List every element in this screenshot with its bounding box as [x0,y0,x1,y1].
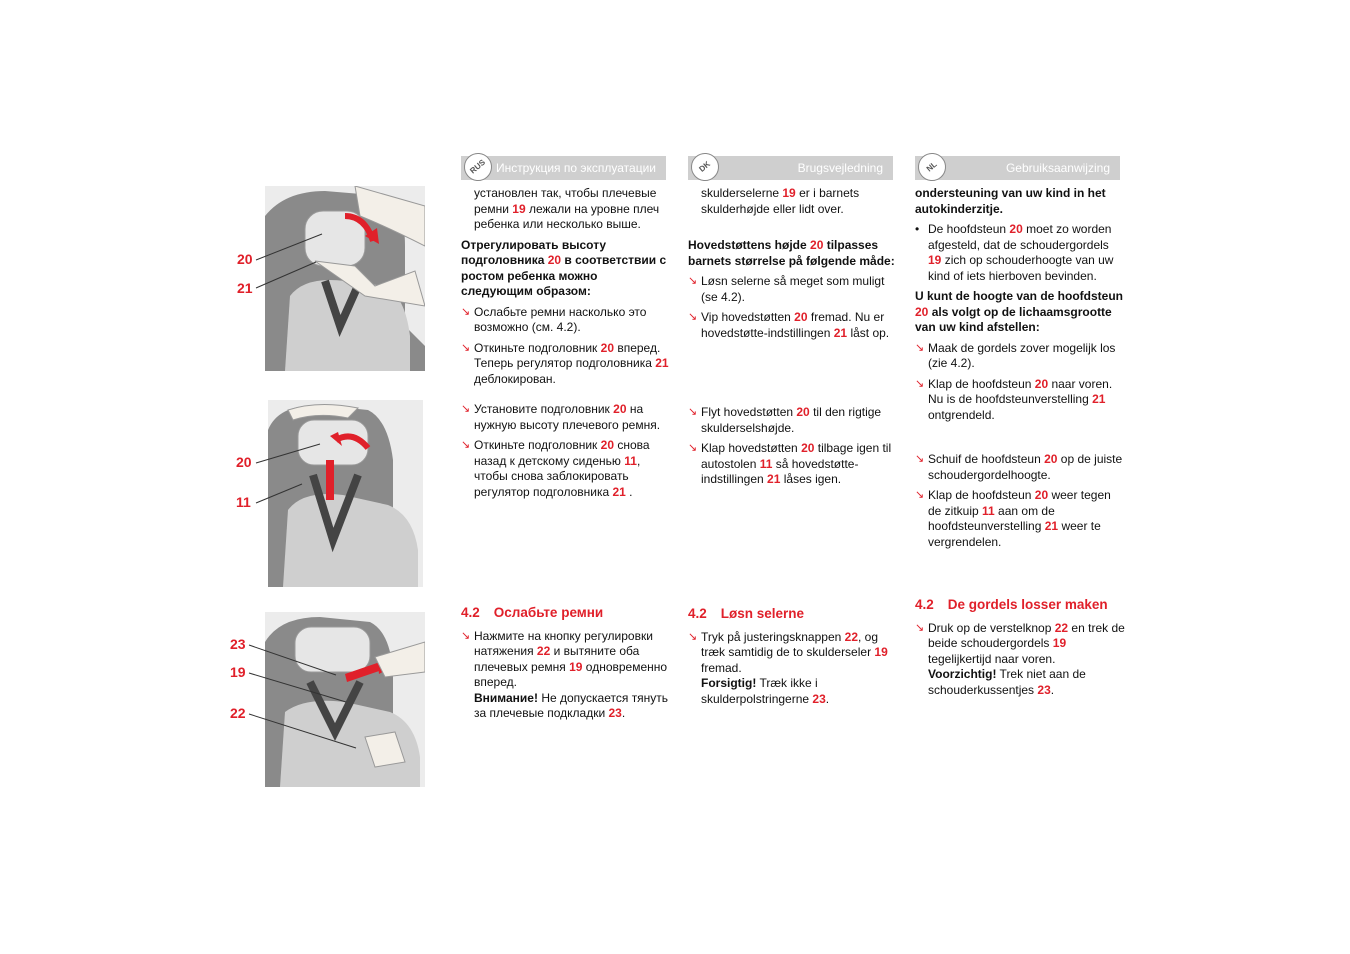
step-arrow-icon: ↘ [915,377,925,390]
step-1: ↘ Maak de gordels zover mogelijk los (zie 4.2). [915,340,1116,370]
figure-label: 20 [236,454,252,470]
step-arrow-icon: ↘ [915,489,925,501]
intro-text: установлен так, чтобы плечевые ремни 19 лежали на уровне плеч ребенка или несколько выше. [474,186,660,231]
step-2: ↘ Klap de hoofdsteun 20 naar voren. Nu is de hoofdsteunverstelling 21 ontgrendeld. [915,376,1113,422]
step-arrow-icon: ↘ [461,403,471,415]
language-badge: DK [685,147,724,186]
step-arrow-icon: ↘ [461,439,471,451]
leader-lines [246,640,366,760]
step-arrow-icon: ↘ [461,305,471,318]
column-rus-part3 [461,605,671,727]
step-arrow-icon: ↘ [915,453,925,465]
step-arrow-icon: ↘ [461,629,471,642]
step-arrow-icon: ↘ [461,341,471,354]
header-title: Brugsvejledning [797,161,883,175]
step-2: ↘ Vip hovedstøtten 20 fremad. Nu er hovedstøtte-indstillingen 21 låst op. [688,310,890,340]
step-4: ↘ Klap de hoofdsteun 20 weer tegen de zitkuip 11 aan om de hoofdsteunverstelling 21 weer te vergrendelen. [915,488,1111,549]
section-heading: 4.2 Løsn selerne [688,606,805,621]
step-4: ↘ Klap hovedstøtten 20 tilbage igen til autostolen 11 så hovedstøtte-indstillingen 21 låses igen. [688,441,892,486]
adjust-heading: Отрегулировать высоту подголовника 20 в соответствии с ростом ребенка можно следующим образом: [461,237,667,298]
step-5: ↘ Druk op de verstelknop 22 en trek de beide schoudergordels 19 tegelijkertijd naar voren. Voorzichtig! Trek niet aan de schouderkussentjes 23. [915,620,1125,697]
header-title: Инструкция по эксплуатации [495,161,656,175]
column-rus-part2 [461,402,671,505]
column-dk [688,186,898,346]
step-arrow-icon: ↘ [915,341,925,354]
step-arrow-icon: ↘ [688,275,698,287]
header-nl [915,156,1120,180]
column-rus [461,186,671,392]
leader-lines [252,220,332,300]
column-nl-part2 [915,452,1125,555]
step-arrow-icon: ↘ [688,442,698,454]
figure-label: 22 [230,705,246,721]
step-arrow-icon: ↘ [688,406,698,418]
header-title: Gebruiksaanwijzing [1005,161,1110,175]
column-nl [915,186,1125,428]
step-arrow-icon: ↘ [688,630,698,643]
step-4: ↘ Откиньте подголовник 20 снова назад к детскому сиденью 11, чтобы снова заблокировать регулятор подголовника 21 . [461,438,650,499]
header-dk [688,156,893,180]
step-5: ↘ Tryk på justeringsknappen 22, og træk samtidig de to skulderseler 19 fremad. Forsigtig! Træk ikke i skulderpolstringerne 23. [688,629,888,706]
step-3: ↘ Schuif de hoofdsteun 20 op de juiste schoudergordelhoogte. [915,452,1123,482]
intro-text: skulderselerne 19 er i barnets skulderhøjde eller lidt over. [701,186,860,216]
adjust-heading: Hovedstøttens højde 20 tilpasses barnets størrelse på følgende måde: [688,238,895,268]
intro-text: ondersteuning van uw kind in het autokinderzitje. [915,186,1106,216]
column-dk-part3 [688,606,898,712]
step-1: ↘ Ослабьте ремни насколько это возможно (см. 4.2). [461,304,647,334]
bullet-item: • De hoofdsteun 20 moet zo worden afgesteld, dat de schoudergordels 19 zich op schouderhoogte van uw kind of iets hierboven bevinden. [915,222,1114,283]
language-badge: NL [912,147,951,186]
step-3: ↘ Установите подголовник 20 на нужную высоту плечевого ремня. [461,402,661,432]
figure-label: 21 [237,280,253,296]
section-heading: 4.2 De gordels losser maken [915,597,1108,612]
figure-label: 11 [236,494,251,510]
step-arrow-icon: ↘ [688,311,698,323]
step-5: ↘ Нажмите на кнопку регулировки натяжения 22 и вытяните оба плечевых ремня 19 одновременно вперед. Внимание! Не допускается тянуть за плечевые подкладки 23. [461,628,669,720]
column-dk-part2 [688,405,898,493]
header-rus [461,156,666,180]
step-arrow-icon: ↘ [915,621,925,634]
bullet-icon: • [915,222,920,236]
section-heading: 4.2 Ослабьте ремни [461,605,604,620]
step-1: ↘ Løsn selerne så meget som muligt (se 4.2). [688,274,885,304]
language-badge: RUS [458,147,497,186]
figure-label: 20 [237,251,253,267]
step-2: ↘ Откиньте подголовник 20 вперед. Теперь регулятор подголовника 21 деблокирован. [461,340,669,386]
adjust-heading: U kunt de hoogte van de hoofdsteun 20 als volgt op de lichaamsgrootte van uw kind afstellen: [915,289,1123,334]
step-3: ↘ Flyt hovedstøtten 20 til den rigtige skulderselshøjde. [688,405,882,435]
figure-label: 23 [230,636,246,652]
column-nl-part3 [915,597,1125,703]
leader-lines [252,430,332,510]
figure-label: 19 [230,664,246,680]
